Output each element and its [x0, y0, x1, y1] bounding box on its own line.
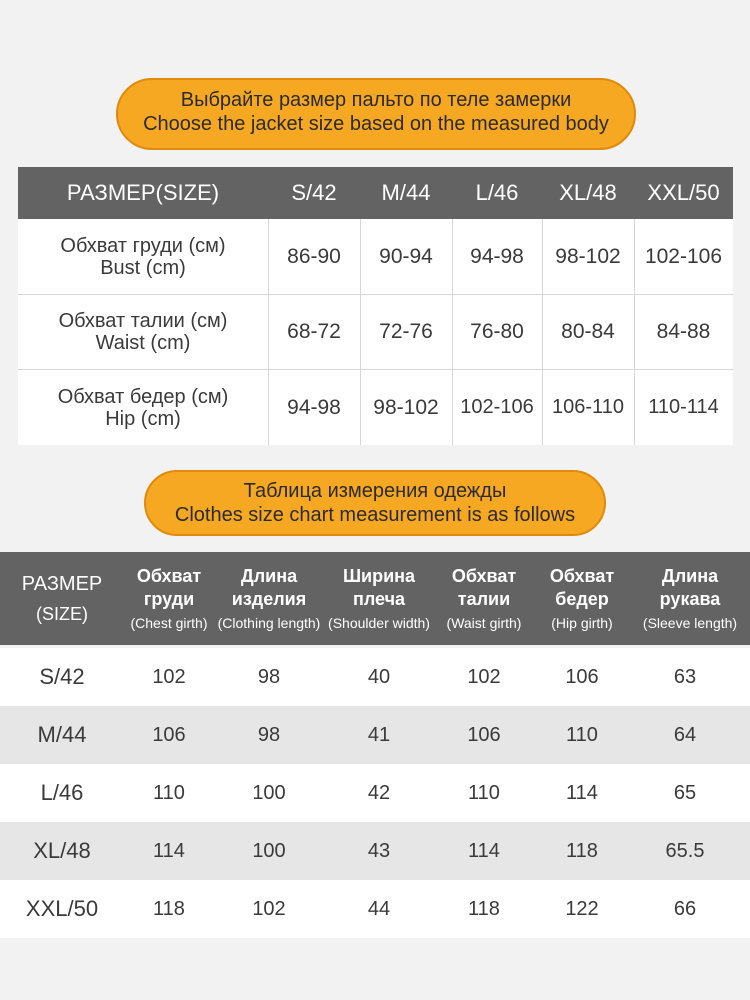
cell: 80-84: [561, 320, 615, 343]
cell: 110: [153, 782, 185, 804]
header-ru: Обхват груди: [136, 565, 202, 609]
divider: [634, 219, 635, 445]
cell: 118: [468, 898, 500, 920]
label-en: Hip (cm): [105, 407, 181, 430]
cell: 118: [566, 840, 598, 862]
label-ru: Обхват бедер (см): [57, 385, 229, 408]
header-m: M/44: [381, 180, 431, 205]
cell: 106: [565, 666, 599, 688]
label-ru: Обхват груди (см): [60, 234, 226, 257]
jacket-size-banner: [116, 78, 636, 150]
header-ru: Обхват талии: [451, 565, 517, 609]
cell: 63: [673, 666, 697, 688]
header-xl: XL/48: [559, 180, 617, 205]
row-label: [18, 295, 268, 369]
cell: 64: [673, 724, 697, 746]
table-row: [18, 295, 733, 369]
cell: 110: [566, 724, 598, 746]
divider: [18, 294, 733, 295]
row-label: [18, 370, 268, 445]
table-row: [0, 880, 750, 938]
clothes-chart-banner: [144, 470, 606, 536]
cell: 118: [153, 898, 185, 920]
divider: [452, 219, 453, 445]
header-size: [0, 552, 124, 645]
table-row: [18, 219, 733, 294]
cell: 94-98: [287, 395, 341, 419]
cell: 94-98: [470, 244, 524, 268]
cell: 114: [468, 840, 500, 862]
cell: 86-90: [287, 244, 341, 268]
cell: 102: [467, 666, 501, 688]
divider: [542, 219, 543, 445]
cell: 106: [467, 724, 501, 746]
size-cell: S/42: [39, 664, 85, 689]
header-ru: РАЗМЕР: [21, 572, 103, 595]
cell: 102: [252, 898, 286, 920]
cell: 90-94: [379, 244, 433, 268]
cell: 102: [152, 666, 186, 688]
table-row: [18, 370, 733, 445]
cell: 100: [252, 840, 286, 862]
cell: 76-80: [470, 320, 524, 343]
label-en: Bust (cm): [100, 256, 186, 279]
header-en: (Shoulder width): [328, 614, 430, 631]
banner-text-en: Choose the jacket size based on the measured body: [143, 113, 609, 135]
header-en: (Waist girth): [446, 614, 522, 631]
cell: 98-102: [555, 244, 621, 268]
cell: 122: [565, 898, 599, 920]
cell: 44: [367, 898, 391, 920]
cell: 65.5: [665, 840, 705, 862]
cell: 114: [566, 782, 598, 804]
divider: [268, 219, 269, 445]
cell: 72-76: [379, 320, 433, 343]
cell: 100: [252, 782, 286, 804]
header-en: (Sleeve length): [642, 614, 738, 631]
divider: [360, 219, 361, 445]
banner-text-ru: Выбрайте размер пальто по теле замерки: [180, 89, 572, 111]
cell: 40: [367, 666, 391, 688]
body-measurement-table: [18, 167, 733, 445]
table-header: [18, 167, 733, 219]
header-ru: Длина рукава: [659, 565, 721, 609]
header-chest: [124, 552, 214, 645]
cell: 114: [153, 840, 185, 862]
header-ru: Ширина плеча: [342, 565, 416, 609]
table-row: [0, 764, 750, 822]
header-en: (Hip girth): [551, 614, 613, 631]
cell: 84-88: [656, 320, 711, 343]
cell: 98-102: [373, 395, 439, 419]
header-en: (SIZE): [36, 603, 88, 624]
header-sleeve: [630, 552, 750, 645]
cell: 98: [257, 666, 281, 688]
header-length: [214, 552, 324, 645]
table-row: [0, 822, 750, 880]
cell: 66: [673, 898, 697, 920]
banner-text-ru: Таблица измерения одежды: [243, 480, 507, 502]
header-ru: Длина изделия: [231, 565, 307, 609]
cell: 110: [468, 782, 500, 804]
header-en: (Clothing length): [217, 614, 321, 631]
header-shoulder: [324, 552, 434, 645]
label-en: Waist (cm): [95, 332, 191, 354]
cell: 106: [152, 724, 186, 746]
header-hip: [534, 552, 630, 645]
header-s: S/42: [291, 180, 337, 205]
size-cell: M/44: [37, 722, 87, 747]
cell: 41: [367, 724, 391, 746]
cell: 110-114: [648, 396, 719, 418]
header-xxl: XXL/50: [647, 180, 720, 205]
label-ru: Обхват талии (см): [58, 310, 228, 332]
header-size: РАЗМЕР(SIZE): [66, 180, 220, 205]
cell: 102-106: [460, 396, 534, 418]
garment-table-header: [0, 552, 750, 645]
header-l: L/46: [475, 180, 519, 205]
header-en: (Chest girth): [130, 614, 208, 631]
cell: 42: [367, 782, 391, 804]
header-ru: Обхват бедер: [549, 565, 615, 609]
cell: 98: [257, 724, 281, 746]
header-waist: [434, 552, 534, 645]
size-cell: XXL/50: [25, 896, 99, 921]
cell: 106-110: [552, 396, 624, 418]
banner-text-en: Clothes size chart measurement is as follows: [174, 504, 576, 526]
cell: 65: [673, 782, 697, 804]
size-cell: L/46: [40, 780, 84, 805]
table-row: [0, 648, 750, 706]
cell: 68-72: [287, 320, 341, 343]
cell: 102-106: [644, 244, 723, 268]
cell: 43: [367, 840, 391, 862]
divider: [18, 369, 733, 370]
table-row: [0, 706, 750, 764]
row-label: [18, 219, 268, 294]
size-cell: XL/48: [33, 838, 91, 863]
